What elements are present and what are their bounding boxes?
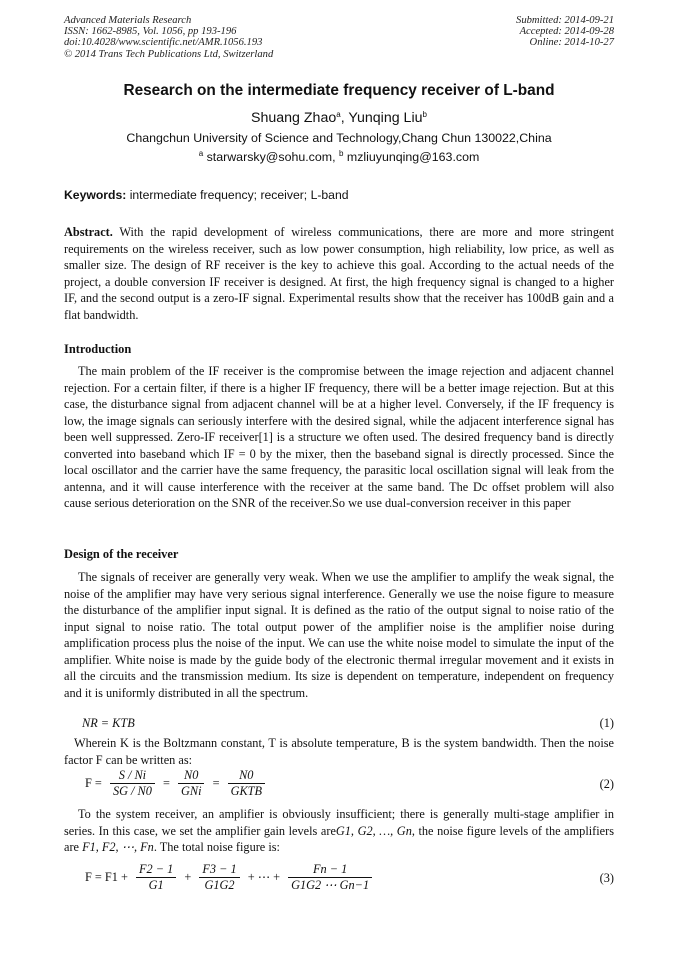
equation-1 [64,716,614,734]
introduction-text: The main problem of the IF receiver is the compromise between the image rejection and adjacent channel rejection. For a certain filter, if there is a higher IF frequency, there will be a better image rejection. But at this case, the disturbance signal from adjacent channel will be at a higher level. Conversely, if the IF frequency is low, the image signals can seriously interfere with the desired signal, while the adjacent interference signal has been well suppressed. Zero-IF receiver[1] is a structure we often used. The desired frequency band is directly converted into baseband which IF = 0 by the mixer, then the baseband signal is directly processed. Since the local oscillator and the carrier have the same frequency, the parasitic local oscillation signal will leak from the antenna, and it will cause interference with the receiver at the same band. The Dc offset problem will also cause serious deterioration on the SNR of the receiver.So we use dual-conversion receiver in this paper [64,364,614,511]
eq2-fraction-1: $\frac{S / Ni}{SG / N0}$ [110,768,155,799]
eq2-equals-2: = [212,776,220,790]
eq2-lhs: F = [85,776,102,790]
p3-mid: , the noise figure levels of the amplifiers are [64,823,614,855]
copyright: © 2014 Trans Tech Publications Ltd, Switzerland [64,48,274,60]
p3-start: To the system receiver, an amplifier is obviously insufficient; there is generally multi-stage amplifier in series. In this case, we set the amplifier gain levels are [64,807,614,838]
eq2-fraction-3: $\frac{N0}{\text{GKTB}}$ [228,768,265,799]
online-date: Online: 2014-10-27 [529,37,614,49]
author-2-sup: b [422,110,427,119]
design-paragraph-3 [64,806,614,856]
eq3-term-1: $\frac{F2 - 1}{G1}$ [136,862,176,893]
eq3-plus: + [184,870,192,884]
p3-noise-figures: F1, F2, ⋯, Fn [82,840,154,855]
authors [0,110,678,126]
eq1-rhs: = KTB [100,716,135,730]
abstract-label: Abstract. [64,225,113,239]
author-sep: , [340,110,349,126]
equation-1-body [82,716,135,731]
equation-1-number: (1) [599,716,614,730]
author-1-sup: a [336,110,341,119]
email-b-sup: b [338,149,344,158]
emails [0,150,678,164]
accepted-date: Accepted: 2014-09-28 [519,26,614,38]
issn: ISSN: 1662-8985, Vol. 1056, pp 193-196 [64,26,237,38]
p3-end: . The total noise figure is: [153,840,280,855]
journal-name: Advanced Materials Research [64,15,192,26]
keywords-text: intermediate frequency; receiver; L-band [126,188,349,202]
email-a[interactable]: starwarsky@sohu.com, [203,150,339,164]
header-left [64,15,273,60]
submitted-date: Submitted: 2014-09-21 [516,15,614,26]
eq2-equals-1: = [162,776,170,790]
eq3-lhs: F = F1 + [85,870,128,884]
keywords-label: Keywords: [64,188,127,202]
paper-title: Research on the intermediate frequency receiver of L-band [123,82,555,99]
author-2: Yunqing Liu [348,110,423,126]
email-a-sup: a [198,149,204,158]
equation-3 [64,862,614,896]
eq2-fraction-2: $\frac{N0}{\text{GNi}}$ [178,768,205,799]
eq3-dots: + ⋯ + [247,870,281,884]
eq3-term-2: $\frac{F3 - 1}{G1G2}$ [199,862,239,893]
introduction-heading: Introduction [64,342,132,356]
equation-2 [64,768,614,802]
keywords [64,188,614,202]
affiliation: Changchun University of Science and Technology,Chang Chun 130022,China [126,131,552,145]
equation-3-number: (3) [599,871,614,885]
design-heading: Design of the receiver [64,547,179,561]
equation-3-body [82,862,374,893]
p3-gains: G1, G2, …, Gn [335,823,412,838]
eq3-term-n: $\frac{Fn - 1}{G1G2 \cdots Gn-1}$ [288,862,372,893]
author-1: Shuang Zhao [251,110,337,126]
header-right [516,15,614,49]
equation-2-number: (2) [599,777,614,791]
doi[interactable]: doi:10.4028/www.scientific.net/AMR.1056.193 [64,37,263,49]
equation-2-body [82,768,267,799]
eq1-lhs: NR [82,716,98,730]
design-paragraph-1: The signals of receiver are generally very weak. When we use the amplifier to amplify the weak signal, the noise of the amplifier may have very serious signal interference. Generally we use the noise figure to measure the disturbance of the amplifier input signal. It is defined as the ratio of the output signal to noise ratio of the input signal to noise ratio. The total output power of the amplifier noise is the amplifier noise during amplification process plus the noise of the input. We can use the white noise model to simulate the input of the amplifier. White noise is made by the guide body of the electronic thermal irregular movement and it exists in all the circuits and the transmission medium. Its size is dependent on temperature, independent on frequency and it is uniformly distributed in all the spectrum. [64,570,614,700]
abstract-text: With the rapid development of wireless communications, there are more and more stringent requirements on the wireless receiver, such as low power consumption, high reliability, low price, as well as smaller size. The design of RF receiver is the key to achieve this goal. According to the actual needs of the project, a double conversion IF receiver is designed. At first, the high frequency signal is changed to a higher IF, and the second output is a zero-IF signal. Experimental results show that the receiver has 100dB gain and a flat bandwidth. [64,225,614,322]
design-paragraph-2: Wherein K is the Boltzmann constant, T is absolute temperature, B is the system bandwidth. Then the noise factor F can be written as: [64,736,614,767]
email-b[interactable]: mzliuyunqing@163.com [343,150,480,164]
abstract [64,224,614,323]
